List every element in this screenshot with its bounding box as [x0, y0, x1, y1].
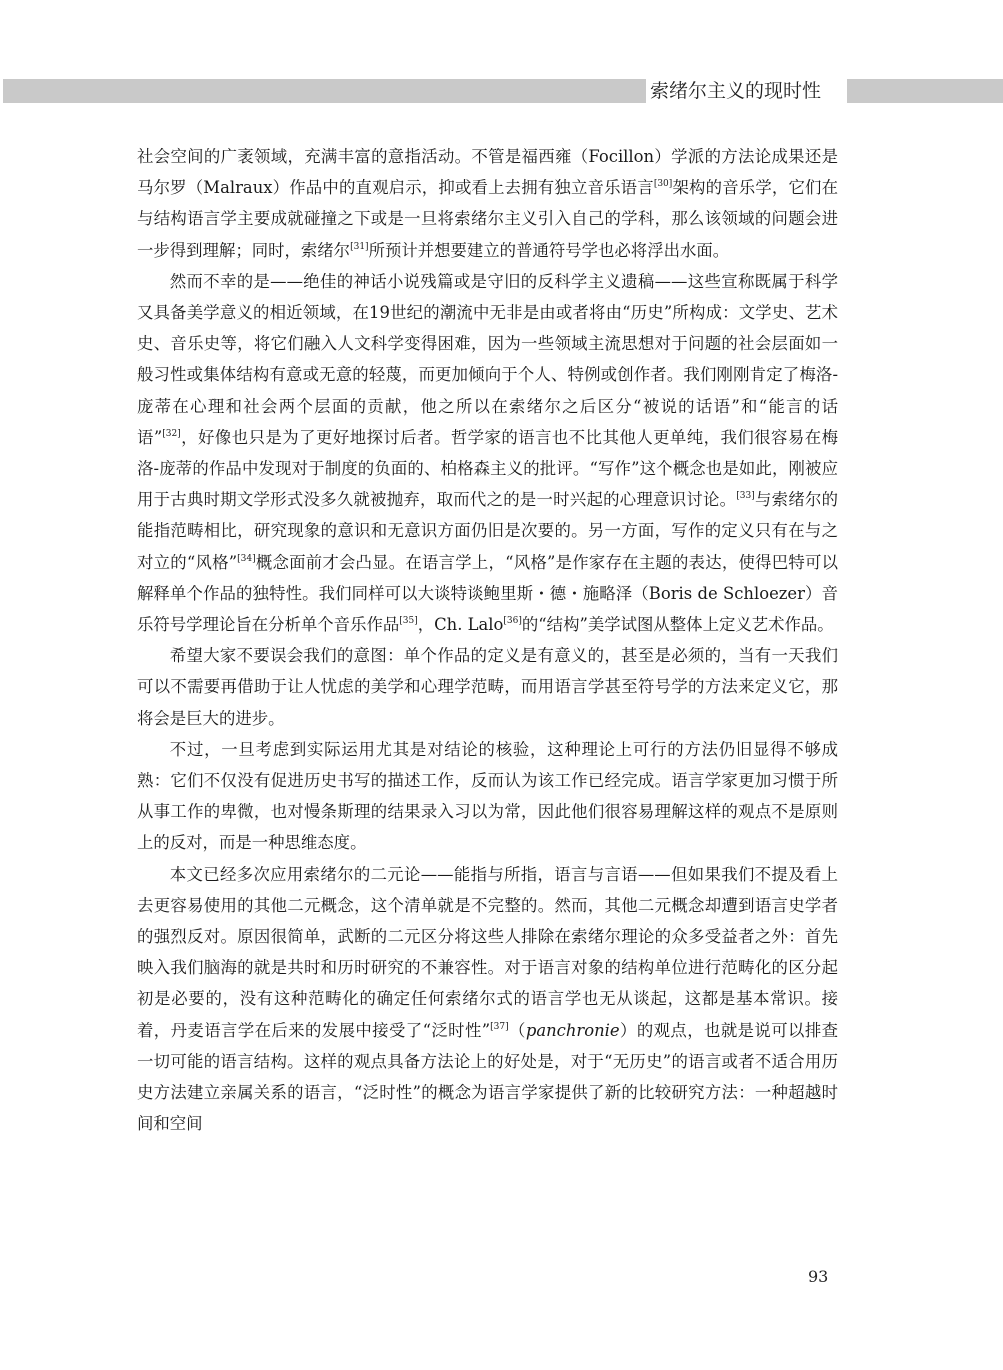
paragraph — [137, 734, 838, 859]
body-text — [137, 141, 838, 1140]
text-run: ，Ch. Lalo — [417, 615, 504, 635]
text-run: ）的观点，也就是说可以排查一切可能的语言结构。这样的观点具备方法论上的好处是，对于“无历史”的语言或者不适合用历史方法建立亲属关系的语言，“泛时性”的概念为语言学家提供了新的比较研究方法：一种超越时间和空间 — [137, 1020, 839, 1134]
footnote-marker: [31] — [350, 241, 369, 252]
text-run: （ — [508, 1020, 526, 1040]
text-run: 所预计并想要建立的普通符号学也必将浮出水面。 — [368, 240, 730, 260]
footnote-marker: [35] — [399, 616, 418, 627]
footnote-marker: [34] — [237, 553, 256, 564]
italic-term: panchronie — [525, 1020, 620, 1040]
footnote-marker: [32] — [162, 428, 181, 439]
running-title: 索绪尔主义的现时性 — [650, 80, 822, 102]
text-run: 不过，一旦考虑到实际运用尤其是对结论的核验，这种理论上可行的方法仍旧显得不够成熟：它们不仅没有促进历史书写的描述工作，反而认为该工作已经完成。语言学家更加习惯于所从事工作的卑微，也对慢条斯理的结果录入习以为常，因此他们很容易理解这样的观点不是原则上的反对，而是一种思维态度。 — [137, 739, 838, 853]
text-run: ，好像也只是为了更好地探讨后者。哲学家的语言也不比其他人更单纯，我们很容易在梅洛-庞蒂的作品中发现对于制度的负面的、柏格森主义的批评。“写作”这个概念也是如此，刚被应用于古典时期文学形式没多久就被抛弃，取而代之的是一时兴起的心理意识讨论。 — [137, 427, 838, 510]
running-header — [0, 79, 1003, 103]
paragraph — [137, 141, 838, 266]
text-run: 本文已经多次应用索绪尔的二元论——能指与所指，语言与言语——但如果我们不提及看上去更容易使用的其他二元概念，这个清单就是不完整的。然而，其他二元概念却遭到语言史学者的强烈反对。原因很简单，武断的二元区分将这些人排除在索绪尔理论的众多受益者之外：首先映入我们脑海的就是共时和历时研究的不兼容性。对于语言对象的结构单位进行范畴化的区分起初是必要的，没有这种范畴化的确定任何索绪尔式的语言学也无从谈起，这都是基本常识。接着，丹麦语言学在后来的发展中接受了“泛时性” — [137, 864, 838, 1040]
header-rule-right — [847, 79, 1003, 103]
footnote-marker: [33] — [736, 491, 755, 502]
header-rule-left — [3, 79, 646, 103]
footnote-marker: [36] — [503, 616, 522, 627]
footnote-marker: [30] — [653, 179, 673, 190]
page-number: 93 — [808, 1267, 829, 1286]
text-run: 然而不幸的是——绝佳的神话小说残篇或是守旧的反科学主义遗稿——这些宣称既属于科学又具备美学意义的相近领域，在19世纪的潮流中无非是由或者将由“历史”所构成：文学史、艺术史、音乐史等，将它们融入人文科学变得困难，因为一些领域主流思想对于问题的社会层面如一般习性或集体结构有意或无意的轻蔑，而更加倾向于个人、特例或创作者。我们刚刚肯定了梅洛-庞蒂在心理和社会两个层面的贡献，他之所以在索绪尔之后区分“被说的话语”和“能言的话语” — [137, 271, 838, 447]
paragraph — [137, 266, 838, 640]
text-run: 社会空间的广袤领域，充满丰富的意指活动。不管是福西雍（Focillon）学派的方法论成果还是马尔罗（Malraux）作品中的直观启示，抑或看上去拥有独立音乐语言 — [137, 147, 838, 198]
paragraph — [137, 859, 838, 1140]
text-run: 与索绪尔的能指范畴相比，研究现象的意识和无意识方面仍旧是次要的。另一方面，写作的定义只有在与之对立的“风格” — [137, 490, 838, 572]
text-run: 希望大家不要误会我们的意图：单个作品的定义是有意义的，甚至是必须的，当有一天我们可以不需要再借助于让人忧虑的美学和心理学范畴，而用语言学甚至符号学的方法来定义它，那将会是巨大的进步。 — [137, 646, 838, 728]
paragraph — [137, 640, 838, 734]
text-run: 的“结构”美学试图从整体上定义艺术作品。 — [521, 615, 834, 635]
text-run: 概念面前才会凸显。在语言学上，“风格”是作家存在主题的表达，使得巴特可以解释单个作品的独特性。我们同样可以大谈特谈鲍里斯・德・施略泽（Boris de Schloezer）音乐符号学理论旨在分析单个音乐作品 — [137, 552, 838, 635]
footnote-marker: [37] — [490, 1021, 509, 1032]
text-run: 架构的音乐学，它们在与结构语言学主要成就碰撞之下或是一旦将索绪尔主义引入自己的学科，那么该领域的问题会进一步得到理解；同时，索绪尔 — [137, 178, 839, 260]
